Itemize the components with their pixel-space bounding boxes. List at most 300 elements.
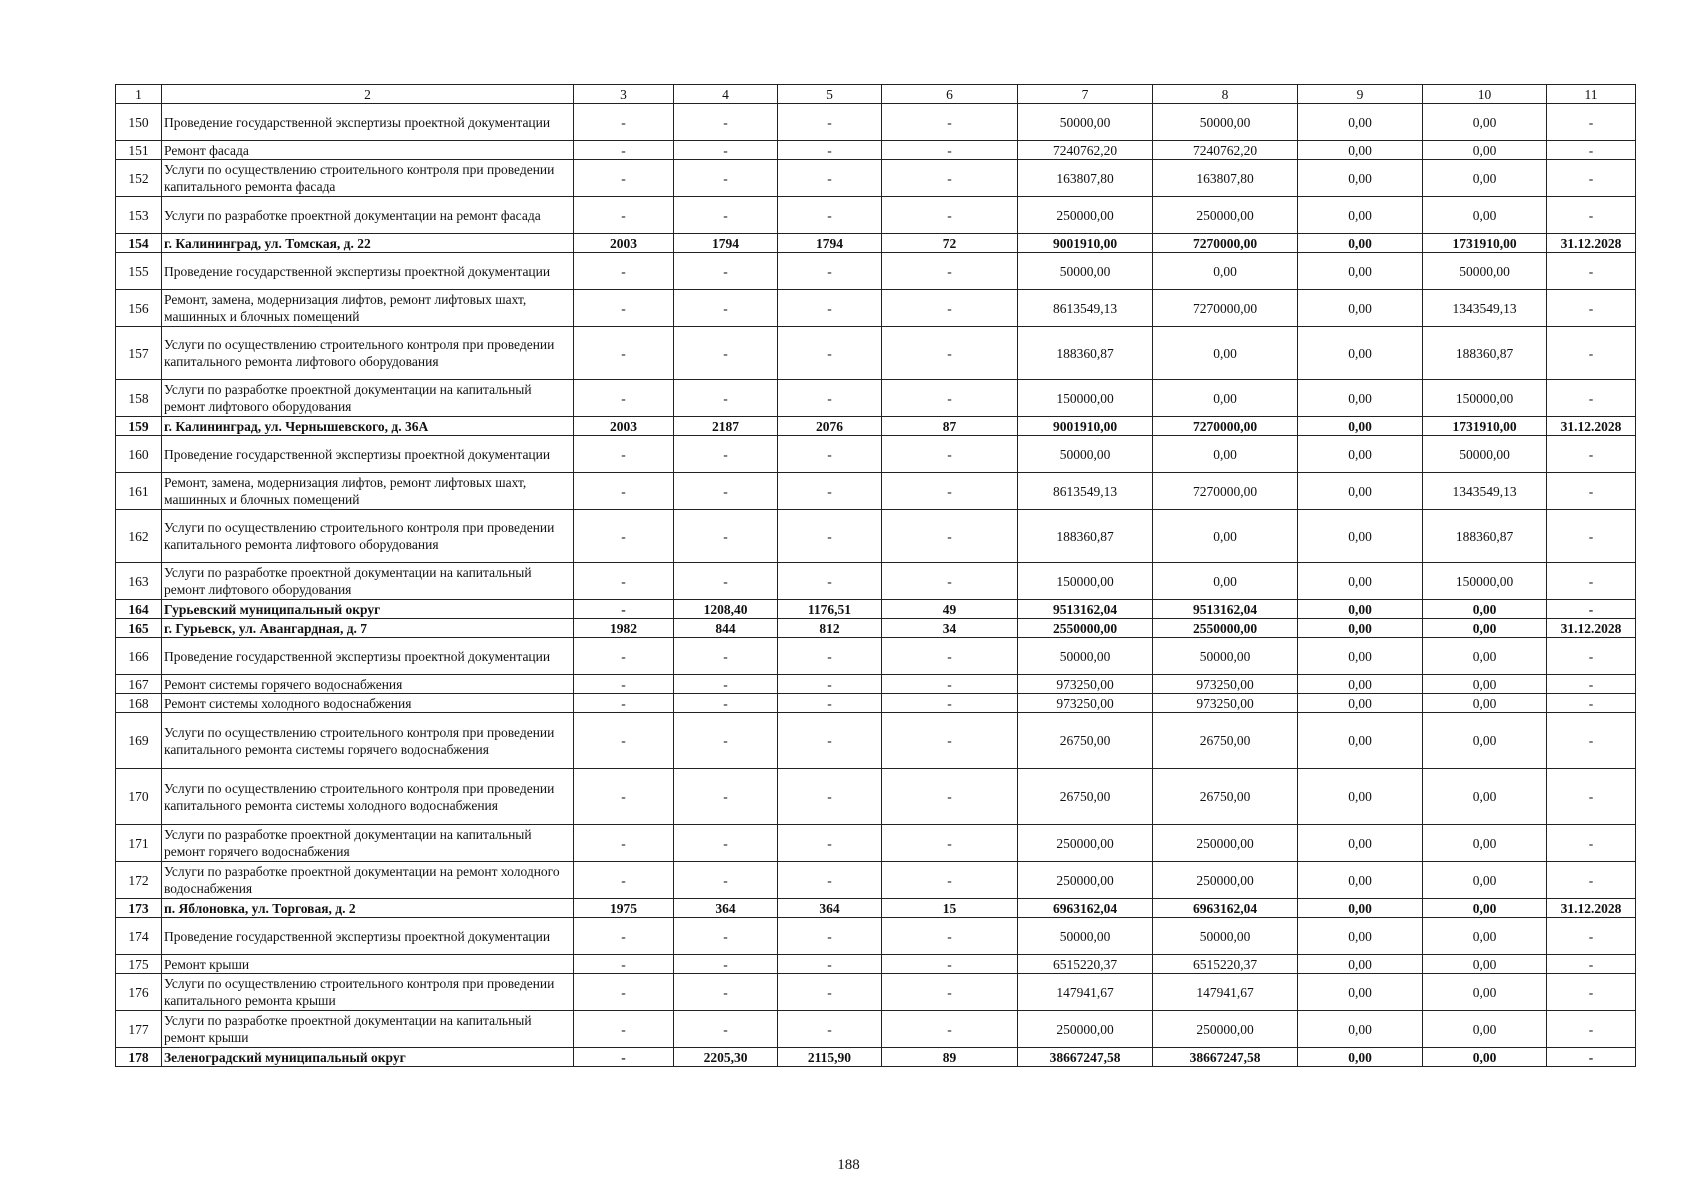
residents-cell: 72 — [882, 234, 1018, 253]
budget-cost-cell: 0,00 — [1298, 1011, 1423, 1048]
total-area-cell: - — [674, 694, 778, 713]
total-cost-cell: 26750,00 — [1018, 769, 1153, 825]
fund-cost-cell: 7270000,00 — [1153, 234, 1298, 253]
residents-cell: - — [882, 436, 1018, 473]
table-row — [116, 197, 1636, 234]
table-row — [116, 713, 1636, 769]
total-cost-cell: 973250,00 — [1018, 694, 1153, 713]
fund-cost-cell: 6515220,37 — [1153, 955, 1298, 974]
row-number-cell: 161 — [116, 473, 162, 510]
budget-cost-cell: 0,00 — [1298, 600, 1423, 619]
table-row — [116, 694, 1636, 713]
total-cost-cell: 147941,67 — [1018, 974, 1153, 1011]
deadline-cell: - — [1547, 141, 1636, 160]
total-area-cell: - — [674, 675, 778, 694]
total-area-cell: - — [674, 974, 778, 1011]
total-area-cell: - — [674, 436, 778, 473]
table-row — [116, 675, 1636, 694]
description-cell: Услуги по разработке проектной документации на капитальный ремонт горячего водоснабжения — [162, 825, 574, 862]
column-header: 10 — [1423, 85, 1547, 104]
total-area-cell: - — [674, 473, 778, 510]
deadline-cell: - — [1547, 160, 1636, 197]
table-row — [116, 899, 1636, 918]
budget-cost-cell: 0,00 — [1298, 436, 1423, 473]
deadline-cell: - — [1547, 918, 1636, 955]
total-cost-cell: 973250,00 — [1018, 675, 1153, 694]
year-cell: - — [574, 918, 674, 955]
row-number-cell: 163 — [116, 563, 162, 600]
residents-cell: - — [882, 563, 1018, 600]
residents-cell: 89 — [882, 1048, 1018, 1067]
deadline-cell: - — [1547, 510, 1636, 563]
budget-cost-cell: 0,00 — [1298, 918, 1423, 955]
fund-cost-cell: 7270000,00 — [1153, 290, 1298, 327]
column-header: 7 — [1018, 85, 1153, 104]
row-number-cell: 165 — [116, 619, 162, 638]
owners-cost-cell: 1343549,13 — [1423, 290, 1547, 327]
table-row — [116, 104, 1636, 141]
living-area-cell: 1794 — [778, 234, 882, 253]
living-area-cell: - — [778, 160, 882, 197]
owners-cost-cell: 0,00 — [1423, 713, 1547, 769]
total-area-cell: - — [674, 141, 778, 160]
total-cost-cell: 50000,00 — [1018, 253, 1153, 290]
budget-cost-cell: 0,00 — [1298, 638, 1423, 675]
row-number-cell: 168 — [116, 694, 162, 713]
column-header: 3 — [574, 85, 674, 104]
owners-cost-cell: 1343549,13 — [1423, 473, 1547, 510]
residents-cell: - — [882, 141, 1018, 160]
fund-cost-cell: 0,00 — [1153, 510, 1298, 563]
year-cell: - — [574, 141, 674, 160]
total-area-cell: - — [674, 327, 778, 380]
table-row — [116, 380, 1636, 417]
description-cell: Услуги по разработке проектной документации на ремонт фасада — [162, 197, 574, 234]
living-area-cell: - — [778, 197, 882, 234]
table-row — [116, 327, 1636, 380]
fund-cost-cell: 6963162,04 — [1153, 899, 1298, 918]
description-cell: Услуги по осуществлению строительного контроля при проведении капитального ремонта фасада — [162, 160, 574, 197]
year-cell: 2003 — [574, 417, 674, 436]
table-row — [116, 974, 1636, 1011]
total-area-cell: - — [674, 713, 778, 769]
budget-cost-cell: 0,00 — [1298, 694, 1423, 713]
living-area-cell: - — [778, 104, 882, 141]
table-row — [116, 290, 1636, 327]
year-cell: - — [574, 253, 674, 290]
year-cell: - — [574, 563, 674, 600]
deadline-cell: - — [1547, 600, 1636, 619]
total-area-cell: - — [674, 769, 778, 825]
description-cell: Проведение государственной экспертизы проектной документации — [162, 436, 574, 473]
year-cell: - — [574, 510, 674, 563]
row-number-cell: 160 — [116, 436, 162, 473]
year-cell: - — [574, 862, 674, 899]
table-row — [116, 619, 1636, 638]
fund-cost-cell: 250000,00 — [1153, 197, 1298, 234]
description-cell: Услуги по разработке проектной документации на капитальный ремонт лифтового оборудования — [162, 380, 574, 417]
table-row — [116, 1011, 1636, 1048]
residents-cell: - — [882, 974, 1018, 1011]
residents-cell: - — [882, 638, 1018, 675]
total-cost-cell: 9513162,04 — [1018, 600, 1153, 619]
residents-cell: 15 — [882, 899, 1018, 918]
living-area-cell: 2076 — [778, 417, 882, 436]
total-area-cell: - — [674, 825, 778, 862]
description-cell: Услуги по осуществлению строительного контроля при проведении капитального ремонта лифтового оборудования — [162, 327, 574, 380]
owners-cost-cell: 0,00 — [1423, 694, 1547, 713]
description-cell: Ремонт фасада — [162, 141, 574, 160]
row-number-cell: 154 — [116, 234, 162, 253]
row-number-cell: 158 — [116, 380, 162, 417]
total-cost-cell: 7240762,20 — [1018, 141, 1153, 160]
table-row — [116, 600, 1636, 619]
row-number-cell: 153 — [116, 197, 162, 234]
budget-cost-cell: 0,00 — [1298, 141, 1423, 160]
description-cell: Проведение государственной экспертизы проектной документации — [162, 918, 574, 955]
column-header: 9 — [1298, 85, 1423, 104]
table-row — [116, 918, 1636, 955]
total-area-cell: - — [674, 563, 778, 600]
fund-cost-cell: 250000,00 — [1153, 1011, 1298, 1048]
table-row — [116, 417, 1636, 436]
fund-cost-cell: 50000,00 — [1153, 104, 1298, 141]
residents-cell: - — [882, 769, 1018, 825]
description-cell: Ремонт, замена, модернизация лифтов, ремонт лифтовых шахт, машинных и блочных помещений — [162, 473, 574, 510]
description-cell: п. Яблоновка, ул. Торговая, д. 2 — [162, 899, 574, 918]
row-number-cell: 166 — [116, 638, 162, 675]
owners-cost-cell: 0,00 — [1423, 899, 1547, 918]
budget-cost-cell: 0,00 — [1298, 675, 1423, 694]
row-number-cell: 169 — [116, 713, 162, 769]
table-row — [116, 234, 1636, 253]
total-area-cell: - — [674, 918, 778, 955]
residents-cell: - — [882, 473, 1018, 510]
budget-cost-cell: 0,00 — [1298, 769, 1423, 825]
row-number-cell: 157 — [116, 327, 162, 380]
residents-cell: - — [882, 290, 1018, 327]
residents-cell: - — [882, 104, 1018, 141]
residents-cell: - — [882, 253, 1018, 290]
deadline-cell: - — [1547, 974, 1636, 1011]
budget-cost-cell: 0,00 — [1298, 974, 1423, 1011]
owners-cost-cell: 0,00 — [1423, 619, 1547, 638]
living-area-cell: - — [778, 290, 882, 327]
deadline-cell: - — [1547, 638, 1636, 675]
year-cell: - — [574, 380, 674, 417]
deadline-cell: - — [1547, 380, 1636, 417]
table-row — [116, 160, 1636, 197]
table-row — [116, 473, 1636, 510]
total-cost-cell: 188360,87 — [1018, 510, 1153, 563]
deadline-cell: - — [1547, 675, 1636, 694]
total-cost-cell: 38667247,58 — [1018, 1048, 1153, 1067]
capital-repair-table — [115, 84, 1636, 1067]
description-cell: г. Гурьевск, ул. Авангардная, д. 7 — [162, 619, 574, 638]
row-number-cell: 175 — [116, 955, 162, 974]
description-cell: Ремонт крыши — [162, 955, 574, 974]
column-header: 4 — [674, 85, 778, 104]
year-cell: - — [574, 694, 674, 713]
fund-cost-cell: 973250,00 — [1153, 694, 1298, 713]
residents-cell: 49 — [882, 600, 1018, 619]
total-area-cell: - — [674, 955, 778, 974]
fund-cost-cell: 9513162,04 — [1153, 600, 1298, 619]
fund-cost-cell: 26750,00 — [1153, 713, 1298, 769]
row-number-cell: 170 — [116, 769, 162, 825]
total-cost-cell: 6515220,37 — [1018, 955, 1153, 974]
budget-cost-cell: 0,00 — [1298, 1048, 1423, 1067]
year-cell: 2003 — [574, 234, 674, 253]
table-row — [116, 862, 1636, 899]
owners-cost-cell: 188360,87 — [1423, 510, 1547, 563]
total-area-cell: - — [674, 1011, 778, 1048]
total-cost-cell: 50000,00 — [1018, 436, 1153, 473]
total-area-cell: 2187 — [674, 417, 778, 436]
fund-cost-cell: 7270000,00 — [1153, 473, 1298, 510]
deadline-cell: - — [1547, 769, 1636, 825]
living-area-cell: - — [778, 675, 882, 694]
total-area-cell: 844 — [674, 619, 778, 638]
residents-cell: - — [882, 675, 1018, 694]
row-number-cell: 152 — [116, 160, 162, 197]
living-area-cell: 2115,90 — [778, 1048, 882, 1067]
table-row — [116, 638, 1636, 675]
residents-cell: 87 — [882, 417, 1018, 436]
description-cell: Ремонт, замена, модернизация лифтов, ремонт лифтовых шахт, машинных и блочных помещений — [162, 290, 574, 327]
total-area-cell: 1208,40 — [674, 600, 778, 619]
residents-cell: - — [882, 955, 1018, 974]
row-number-cell: 164 — [116, 600, 162, 619]
column-header: 5 — [778, 85, 882, 104]
fund-cost-cell: 0,00 — [1153, 436, 1298, 473]
description-cell: Услуги по разработке проектной документации на ремонт холодного водоснабжения — [162, 862, 574, 899]
column-header: 6 — [882, 85, 1018, 104]
residents-cell: - — [882, 862, 1018, 899]
deadline-cell: - — [1547, 253, 1636, 290]
row-number-cell: 177 — [116, 1011, 162, 1048]
budget-cost-cell: 0,00 — [1298, 104, 1423, 141]
owners-cost-cell: 0,00 — [1423, 974, 1547, 1011]
deadline-cell: - — [1547, 197, 1636, 234]
row-number-cell: 156 — [116, 290, 162, 327]
owners-cost-cell: 0,00 — [1423, 600, 1547, 619]
living-area-cell: - — [778, 563, 882, 600]
deadline-cell: - — [1547, 955, 1636, 974]
owners-cost-cell: 0,00 — [1423, 141, 1547, 160]
row-number-cell: 178 — [116, 1048, 162, 1067]
description-cell: Проведение государственной экспертизы проектной документации — [162, 104, 574, 141]
column-header: 1 — [116, 85, 162, 104]
budget-cost-cell: 0,00 — [1298, 563, 1423, 600]
owners-cost-cell: 150000,00 — [1423, 380, 1547, 417]
living-area-cell: - — [778, 141, 882, 160]
budget-cost-cell: 0,00 — [1298, 160, 1423, 197]
budget-cost-cell: 0,00 — [1298, 619, 1423, 638]
description-cell: Проведение государственной экспертизы проектной документации — [162, 253, 574, 290]
budget-cost-cell: 0,00 — [1298, 955, 1423, 974]
total-area-cell: - — [674, 380, 778, 417]
table-body — [116, 104, 1636, 1067]
table-row — [116, 825, 1636, 862]
deadline-cell: - — [1547, 862, 1636, 899]
budget-cost-cell: 0,00 — [1298, 197, 1423, 234]
row-number-cell: 159 — [116, 417, 162, 436]
description-cell: Услуги по осуществлению строительного контроля при проведении капитального ремонта системы горячего водоснабжения — [162, 713, 574, 769]
year-cell: 1975 — [574, 899, 674, 918]
fund-cost-cell: 0,00 — [1153, 563, 1298, 600]
fund-cost-cell: 147941,67 — [1153, 974, 1298, 1011]
fund-cost-cell: 0,00 — [1153, 380, 1298, 417]
owners-cost-cell: 150000,00 — [1423, 563, 1547, 600]
owners-cost-cell: 50000,00 — [1423, 436, 1547, 473]
row-number-cell: 173 — [116, 899, 162, 918]
total-cost-cell: 6963162,04 — [1018, 899, 1153, 918]
owners-cost-cell: 0,00 — [1423, 197, 1547, 234]
residents-cell: - — [882, 713, 1018, 769]
year-cell: 1982 — [574, 619, 674, 638]
table-row — [116, 141, 1636, 160]
description-cell: Услуги по разработке проектной документации на капитальный ремонт крыши — [162, 1011, 574, 1048]
residents-cell: 34 — [882, 619, 1018, 638]
deadline-cell: - — [1547, 1011, 1636, 1048]
deadline-cell: - — [1547, 327, 1636, 380]
deadline-cell: - — [1547, 104, 1636, 141]
residents-cell: - — [882, 380, 1018, 417]
row-number-cell: 174 — [116, 918, 162, 955]
budget-cost-cell: 0,00 — [1298, 510, 1423, 563]
table-row — [116, 436, 1636, 473]
owners-cost-cell: 0,00 — [1423, 104, 1547, 141]
fund-cost-cell: 26750,00 — [1153, 769, 1298, 825]
total-cost-cell: 250000,00 — [1018, 197, 1153, 234]
year-cell: - — [574, 825, 674, 862]
budget-cost-cell: 0,00 — [1298, 862, 1423, 899]
row-number-cell: 155 — [116, 253, 162, 290]
fund-cost-cell: 250000,00 — [1153, 825, 1298, 862]
total-cost-cell: 250000,00 — [1018, 862, 1153, 899]
year-cell: - — [574, 1011, 674, 1048]
deadline-cell: - — [1547, 290, 1636, 327]
budget-cost-cell: 0,00 — [1298, 380, 1423, 417]
total-cost-cell: 8613549,13 — [1018, 290, 1153, 327]
year-cell: - — [574, 197, 674, 234]
fund-cost-cell: 7270000,00 — [1153, 417, 1298, 436]
residents-cell: - — [882, 825, 1018, 862]
total-cost-cell: 150000,00 — [1018, 563, 1153, 600]
year-cell: - — [574, 327, 674, 380]
total-cost-cell: 50000,00 — [1018, 918, 1153, 955]
total-cost-cell: 2550000,00 — [1018, 619, 1153, 638]
total-area-cell: - — [674, 510, 778, 563]
total-cost-cell: 50000,00 — [1018, 638, 1153, 675]
description-cell: Услуги по осуществлению строительного контроля при проведении капитального ремонта системы холодного водоснабжения — [162, 769, 574, 825]
deadline-cell: 31.12.2028 — [1547, 619, 1636, 638]
residents-cell: - — [882, 197, 1018, 234]
deadline-cell: 31.12.2028 — [1547, 417, 1636, 436]
living-area-cell: - — [778, 473, 882, 510]
description-cell: Ремонт системы холодного водоснабжения — [162, 694, 574, 713]
living-area-cell: 1176,51 — [778, 600, 882, 619]
description-cell: Зеленоградский муниципальный округ — [162, 1048, 574, 1067]
fund-cost-cell: 2550000,00 — [1153, 619, 1298, 638]
fund-cost-cell: 0,00 — [1153, 253, 1298, 290]
living-area-cell: - — [778, 955, 882, 974]
column-header: 11 — [1547, 85, 1636, 104]
year-cell: - — [574, 713, 674, 769]
deadline-cell: 31.12.2028 — [1547, 899, 1636, 918]
table-row — [116, 1048, 1636, 1067]
deadline-cell: - — [1547, 825, 1636, 862]
owners-cost-cell: 0,00 — [1423, 825, 1547, 862]
living-area-cell: - — [778, 713, 882, 769]
owners-cost-cell: 0,00 — [1423, 160, 1547, 197]
fund-cost-cell: 0,00 — [1153, 327, 1298, 380]
description-cell: Ремонт системы горячего водоснабжения — [162, 675, 574, 694]
document-sheet — [115, 84, 1635, 1067]
owners-cost-cell: 0,00 — [1423, 918, 1547, 955]
total-cost-cell: 150000,00 — [1018, 380, 1153, 417]
total-area-cell: 2205,30 — [674, 1048, 778, 1067]
year-cell: - — [574, 290, 674, 327]
owners-cost-cell: 0,00 — [1423, 638, 1547, 675]
deadline-cell: - — [1547, 694, 1636, 713]
year-cell: - — [574, 1048, 674, 1067]
residents-cell: - — [882, 160, 1018, 197]
living-area-cell: - — [778, 327, 882, 380]
total-cost-cell: 163807,80 — [1018, 160, 1153, 197]
year-cell: - — [574, 473, 674, 510]
owners-cost-cell: 50000,00 — [1423, 253, 1547, 290]
deadline-cell: 31.12.2028 — [1547, 234, 1636, 253]
year-cell: - — [574, 160, 674, 197]
owners-cost-cell: 0,00 — [1423, 1048, 1547, 1067]
column-header: 2 — [162, 85, 574, 104]
living-area-cell: - — [778, 1011, 882, 1048]
total-cost-cell: 50000,00 — [1018, 104, 1153, 141]
fund-cost-cell: 50000,00 — [1153, 638, 1298, 675]
page-number: 188 — [837, 1157, 860, 1173]
fund-cost-cell: 50000,00 — [1153, 918, 1298, 955]
table-row — [116, 563, 1636, 600]
living-area-cell: 364 — [778, 899, 882, 918]
total-cost-cell: 188360,87 — [1018, 327, 1153, 380]
budget-cost-cell: 0,00 — [1298, 713, 1423, 769]
residents-cell: - — [882, 1011, 1018, 1048]
budget-cost-cell: 0,00 — [1298, 825, 1423, 862]
total-cost-cell: 8613549,13 — [1018, 473, 1153, 510]
living-area-cell: 812 — [778, 619, 882, 638]
description-cell: Гурьевский муниципальный округ — [162, 600, 574, 619]
total-area-cell: - — [674, 290, 778, 327]
residents-cell: - — [882, 918, 1018, 955]
description-cell: Услуги по разработке проектной документации на капитальный ремонт лифтового оборудования — [162, 563, 574, 600]
total-area-cell: - — [674, 638, 778, 675]
total-area-cell: - — [674, 104, 778, 141]
column-header: 8 — [1153, 85, 1298, 104]
living-area-cell: - — [778, 380, 882, 417]
budget-cost-cell: 0,00 — [1298, 473, 1423, 510]
total-cost-cell: 9001910,00 — [1018, 234, 1153, 253]
column-number-row — [116, 85, 1636, 104]
budget-cost-cell: 0,00 — [1298, 899, 1423, 918]
living-area-cell: - — [778, 862, 882, 899]
owners-cost-cell: 0,00 — [1423, 675, 1547, 694]
living-area-cell: - — [778, 510, 882, 563]
row-number-cell: 171 — [116, 825, 162, 862]
total-area-cell: 364 — [674, 899, 778, 918]
total-cost-cell: 9001910,00 — [1018, 417, 1153, 436]
